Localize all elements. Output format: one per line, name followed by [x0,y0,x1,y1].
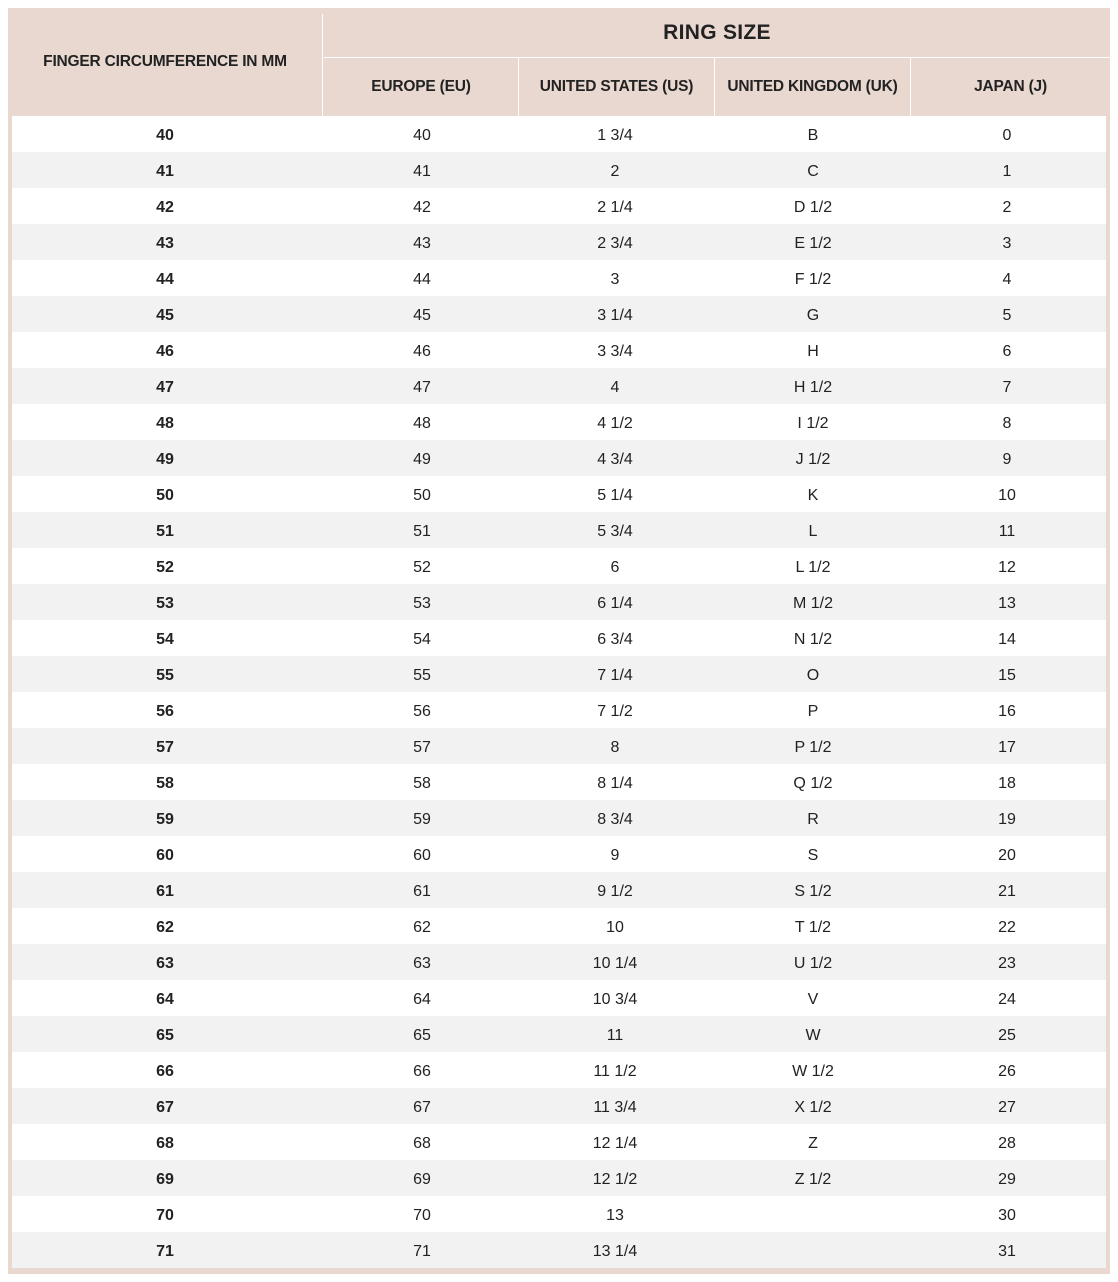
eu-cell: 69 [413,1171,431,1188]
table-row [12,224,1106,260]
eu-cell: 41 [413,163,431,180]
table-row [12,1232,1106,1268]
us-cell: 7 1/4 [597,667,633,684]
us-cell: 9 [610,847,620,864]
table-row [12,1016,1106,1052]
uk-cell: H [807,343,819,360]
mm-cell: 68 [156,1135,174,1152]
mm-cell: 61 [156,883,174,900]
mm-cell: 49 [156,451,174,468]
table-row [12,620,1106,656]
mm-cell: 48 [156,415,174,432]
mm-cell: 50 [156,487,174,504]
eu-cell: 43 [413,235,431,252]
mm-cell: 65 [156,1027,174,1044]
uk-cell: G [806,307,820,324]
column-header-us: UNITED STATES (US) [539,78,694,95]
jp-cell: 29 [998,1171,1016,1188]
table-row [12,584,1106,620]
eu-cell: 46 [413,343,431,360]
uk-cell: D 1/2 [793,199,833,216]
us-cell: 3 [610,271,620,288]
uk-cell: J 1/2 [795,451,831,468]
mm-cell: 45 [156,307,174,324]
mm-cell: 67 [156,1099,174,1116]
table-row [12,692,1106,728]
table-row [12,1088,1106,1124]
jp-cell: 18 [998,775,1016,792]
jp-cell: 1 [1002,163,1012,180]
table-row [12,188,1106,224]
jp-cell: 8 [1002,415,1012,432]
uk-cell: L 1/2 [795,559,831,576]
table-row [12,548,1106,584]
us-cell: 2 1/4 [597,199,633,216]
jp-cell: 22 [998,919,1016,936]
jp-cell: 13 [998,595,1016,612]
eu-cell: 67 [413,1099,431,1116]
uk-cell: P [807,703,819,720]
uk-cell: Q 1/2 [793,775,833,792]
jp-cell: 11 [998,523,1016,540]
jp-cell: 4 [1002,271,1012,288]
eu-cell: 54 [413,631,431,648]
uk-cell: O [806,667,820,684]
table-row [12,1196,1106,1232]
jp-cell: 24 [998,991,1016,1008]
jp-cell: 27 [998,1099,1016,1116]
table-row [12,476,1106,512]
uk-cell [718,1232,908,1268]
eu-cell: 50 [413,487,431,504]
column-header-eu: EUROPE (EU) [371,78,471,95]
us-cell: 12 1/2 [592,1171,638,1188]
mm-cell: 55 [156,667,174,684]
jp-cell: 12 [998,559,1016,576]
ring-size-header: RING SIZE [663,21,771,44]
jp-cell: 31 [998,1243,1016,1260]
eu-cell: 59 [413,811,431,828]
uk-cell: L [808,523,818,540]
uk-cell: I 1/2 [797,415,829,432]
eu-cell: 57 [413,739,431,756]
eu-cell: 58 [413,775,431,792]
eu-cell: 47 [413,379,431,396]
mm-cell: 44 [156,271,174,288]
uk-cell: W [805,1027,821,1044]
jp-cell: 3 [1002,235,1012,252]
us-cell: 2 3/4 [597,235,633,252]
jp-cell: 19 [998,811,1016,828]
uk-cell: E 1/2 [794,235,832,252]
us-cell: 10 3/4 [592,991,638,1008]
eu-cell: 60 [413,847,431,864]
us-cell: 9 1/2 [597,883,633,900]
us-cell: 13 [606,1207,624,1224]
eu-cell: 51 [413,523,431,540]
us-cell: 8 1/4 [597,775,633,792]
eu-cell: 42 [413,199,431,216]
jp-cell: 6 [1002,343,1012,360]
mm-cell: 63 [156,955,174,972]
us-cell: 7 1/2 [597,703,633,720]
eu-cell: 45 [413,307,431,324]
table-row [12,440,1106,476]
jp-cell: 7 [1002,379,1012,396]
us-cell: 6 3/4 [597,631,633,648]
uk-cell: H 1/2 [793,379,833,396]
table-row [12,512,1106,548]
us-cell: 3 1/4 [597,307,633,324]
jp-cell: 26 [998,1063,1016,1080]
us-cell: 4 3/4 [597,451,633,468]
us-cell: 10 [606,919,624,936]
mm-cell: 71 [156,1243,174,1260]
jp-cell: 17 [998,739,1016,756]
table-row [12,368,1106,404]
mm-cell: 64 [156,991,174,1008]
us-cell: 8 3/4 [597,811,633,828]
uk-cell: S 1/2 [794,883,832,900]
jp-cell: 9 [1002,451,1012,468]
eu-cell: 71 [413,1243,431,1260]
table-row [12,116,1106,152]
mm-cell: 42 [156,199,174,216]
table-row [12,836,1106,872]
us-cell: 2 [610,163,620,180]
mm-cell: 46 [156,343,174,360]
us-cell: 6 1/4 [597,595,633,612]
table-row [12,872,1106,908]
mm-cell: 51 [156,523,174,540]
uk-cell: Z 1/2 [794,1171,832,1188]
us-cell: 11 [606,1027,624,1044]
mm-cell: 52 [156,559,174,576]
jp-cell: 2 [1002,199,1012,216]
mm-cell: 53 [156,595,174,612]
mm-cell: 69 [156,1171,174,1188]
jp-cell: 0 [1002,127,1012,144]
header-divider [322,14,323,116]
eu-cell: 40 [413,127,431,144]
table-row [12,260,1106,296]
table-row [12,332,1106,368]
us-cell: 10 1/4 [592,955,638,972]
table-row [12,980,1106,1016]
table-row [12,1052,1106,1088]
mm-cell: 43 [156,235,174,252]
uk-cell: M 1/2 [792,595,833,612]
us-cell: 11 3/4 [593,1099,637,1116]
jp-cell: 28 [998,1135,1016,1152]
mm-cell: 66 [156,1063,174,1080]
mm-cell: 54 [156,631,174,648]
table-row [12,800,1106,836]
mm-cell: 41 [156,163,174,180]
table-row [12,944,1106,980]
eu-cell: 53 [413,595,431,612]
jp-cell: 10 [998,487,1016,504]
us-cell: 3 3/4 [597,343,633,360]
column-header-uk: UNITED KINGDOM (UK) [727,78,898,95]
us-cell: 4 1/2 [597,415,633,432]
mm-cell: 47 [156,379,174,396]
column-header-jp: JAPAN (J) [974,78,1047,95]
eu-cell: 52 [413,559,431,576]
eu-cell: 68 [413,1135,431,1152]
mm-cell: 62 [156,919,174,936]
eu-cell: 56 [413,703,431,720]
table-row [12,908,1106,944]
mm-cell: 57 [156,739,174,756]
mm-cell: 40 [156,127,174,144]
finger-circumference-header: FINGER CIRCUMFERENCE IN MM [43,53,287,70]
table-row [12,764,1106,800]
uk-cell: W 1/2 [792,1063,834,1080]
eu-cell: 55 [413,667,431,684]
jp-cell: 14 [998,631,1016,648]
table-row [12,728,1106,764]
uk-cell: S [807,847,819,864]
uk-cell: V [807,991,819,1008]
jp-cell: 30 [998,1207,1016,1224]
eu-cell: 44 [413,271,431,288]
us-cell: 4 [610,379,620,396]
mm-cell: 60 [156,847,174,864]
uk-cell: U 1/2 [793,955,833,972]
us-cell: 11 1/2 [593,1063,637,1080]
uk-cell: F 1/2 [794,271,832,288]
table-row [12,1124,1106,1160]
mm-cell: 58 [156,775,174,792]
eu-cell: 49 [413,451,431,468]
uk-cell: C [807,163,819,180]
table-header [8,8,1110,116]
mm-cell: 59 [156,811,174,828]
table-row [12,404,1106,440]
us-cell: 1 3/4 [597,127,633,144]
uk-cell: R [807,811,819,828]
uk-cell: P 1/2 [794,739,832,756]
jp-cell: 15 [998,667,1016,684]
table-row [12,656,1106,692]
uk-cell: B [807,127,819,144]
us-cell: 12 1/4 [592,1135,638,1152]
eu-cell: 66 [413,1063,431,1080]
us-cell: 6 [610,559,620,576]
eu-cell: 61 [413,883,431,900]
eu-cell: 62 [413,919,431,936]
table-row [12,296,1106,332]
table-row [12,1160,1106,1196]
uk-cell [718,1196,908,1232]
eu-cell: 64 [413,991,431,1008]
jp-cell: 23 [998,955,1016,972]
eu-cell: 65 [413,1027,431,1044]
uk-cell: T 1/2 [794,919,832,936]
ring-size-table [8,8,1110,1274]
us-cell: 5 3/4 [597,523,633,540]
eu-cell: 63 [413,955,431,972]
jp-cell: 25 [998,1027,1016,1044]
uk-cell: Z [808,1135,818,1152]
us-cell: 8 [610,739,620,756]
uk-cell: K [807,487,819,504]
table-body [12,116,1106,1268]
eu-cell: 70 [413,1207,431,1224]
jp-cell: 20 [998,847,1016,864]
us-cell: 13 1/4 [592,1243,638,1260]
table-row [12,152,1106,188]
jp-cell: 5 [1002,307,1012,324]
jp-cell: 16 [998,703,1016,720]
uk-cell: X 1/2 [794,1099,832,1116]
uk-cell: N 1/2 [793,631,833,648]
us-cell: 5 1/4 [597,487,633,504]
eu-cell: 48 [413,415,431,432]
mm-cell: 70 [156,1207,174,1224]
jp-cell: 21 [998,883,1016,900]
mm-cell: 56 [156,703,174,720]
